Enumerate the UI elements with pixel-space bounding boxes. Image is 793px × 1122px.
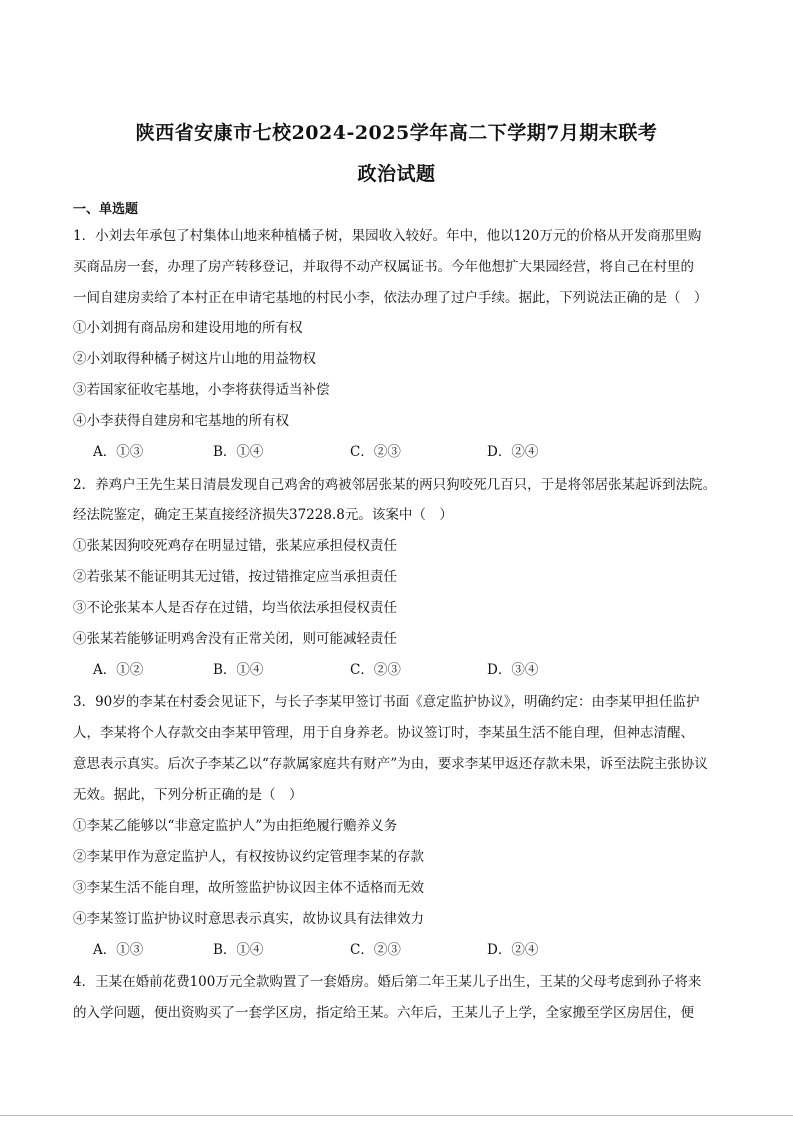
question-1-text: 买商品房一套，办理了房产转移登记，并取得不动产权属证书。今年他想扩大果园经营，将自己在村里的 xyxy=(73,259,694,275)
option-b: B．①④ xyxy=(213,662,264,678)
question-2-statement: ④张某若能够证明鸡舍没有正常关闭，则可能减轻责任 xyxy=(73,631,397,647)
question-1-statement: ④小李获得自建房和宅基地的所有权 xyxy=(73,413,289,429)
question-3-text: 3．90岁的李某在村委会见证下，与长子李某甲签订书面《意定监护协议》，明确约定：由李某甲担任监护 xyxy=(73,694,700,710)
option-a: A．①② xyxy=(93,662,144,678)
question-3-statement: ③李某生活不能自理，故所签监护协议因主体不适格而无效 xyxy=(73,880,424,896)
question-2-text: 经法院鉴定，确定王某直接经济损失37228.8元。该案中（ ） xyxy=(73,507,453,523)
section-heading: 一、单选题 xyxy=(73,202,139,217)
option-d: D．③④ xyxy=(487,662,539,678)
question-1-text: 1．小刘去年承包了村集体山地来种植橘子树，果园收入较好。年中，他以120万元的价格从开发商那里购 xyxy=(73,228,702,244)
question-1-statement: ③若国家征收宅基地，小李将获得适当补偿 xyxy=(73,382,330,398)
option-b: B．①④ xyxy=(213,444,264,460)
option-c: C．②③ xyxy=(350,444,401,460)
question-3-text: 意思表示真实。后次子李某乙以“存款属家庭共有财产”为由，要求李某甲返还存款未果，诉至法院主张协议 xyxy=(73,756,708,772)
subject-title: 政治试题 xyxy=(357,163,436,185)
question-1-text: 一间自建房卖给了本村正在申请宅基地的村民小李，依法办理了过户手续。据此，下列说法正确的是（ ） xyxy=(73,290,708,306)
question-1-statement: ①小刘拥有商品房和建设用地的所有权 xyxy=(73,320,303,336)
option-b: B．①④ xyxy=(213,942,264,958)
option-a: A．①③ xyxy=(93,942,144,958)
question-2-statement: ①张某因狗咬死鸡存在明显过错，张某应承担侵权责任 xyxy=(73,538,397,554)
question-4-text: 4．王某在婚前花费100万元全款购置了一套婚房。婚后第二年王某儿子出生，王某的父母考虑到孙子将来 xyxy=(73,974,702,990)
question-3-text: 无效。据此，下列分析正确的是（ ） xyxy=(73,787,303,803)
option-c: C．②③ xyxy=(350,662,401,678)
option-d: D．②④ xyxy=(487,942,539,958)
exam-title: 陕西省安康市七校2024-2025学年高二下学期7月期末联考 xyxy=(135,122,658,144)
question-3-statement: ④李某签订监护协议时意思表示真实，故协议具有法律效力 xyxy=(73,911,424,927)
option-c: C．②③ xyxy=(350,942,401,958)
question-1-statement: ②小刘取得种橘子树这片山地的用益物权 xyxy=(73,351,316,367)
question-3-text: 人，李某将个人存款交由李某甲管理，用于自身养老。协议签订时，李某虽生活不能自理，但神志清醒、 xyxy=(73,725,694,741)
question-2-statement: ②若张某不能证明其无过错，按过错推定应当承担责任 xyxy=(73,569,397,585)
page-bottom-divider xyxy=(0,1115,793,1116)
question-3-statement: ①李某乙能够以“非意定监护人”为由拒绝履行赡养义务 xyxy=(73,818,398,834)
option-a: A．①③ xyxy=(93,444,144,460)
option-d: D．②④ xyxy=(487,444,539,460)
question-3-statement: ②李某甲作为意定监护人，有权按协议约定管理李某的存款 xyxy=(73,849,424,865)
question-2-statement: ③不论张某本人是否存在过错，均当依法承担侵权责任 xyxy=(73,600,397,616)
question-2-text: 2．养鸡户王先生某日清晨发现自己鸡舍的鸡被邻居张某的两只狗咬死几百只，于是将邻居张某起诉到法院。 xyxy=(73,477,717,493)
question-4-text: 的入学问题，便出资购买了一套学区房，指定给王某。六年后，王某儿子上学，全家搬至学区房居住，便 xyxy=(73,1005,694,1021)
